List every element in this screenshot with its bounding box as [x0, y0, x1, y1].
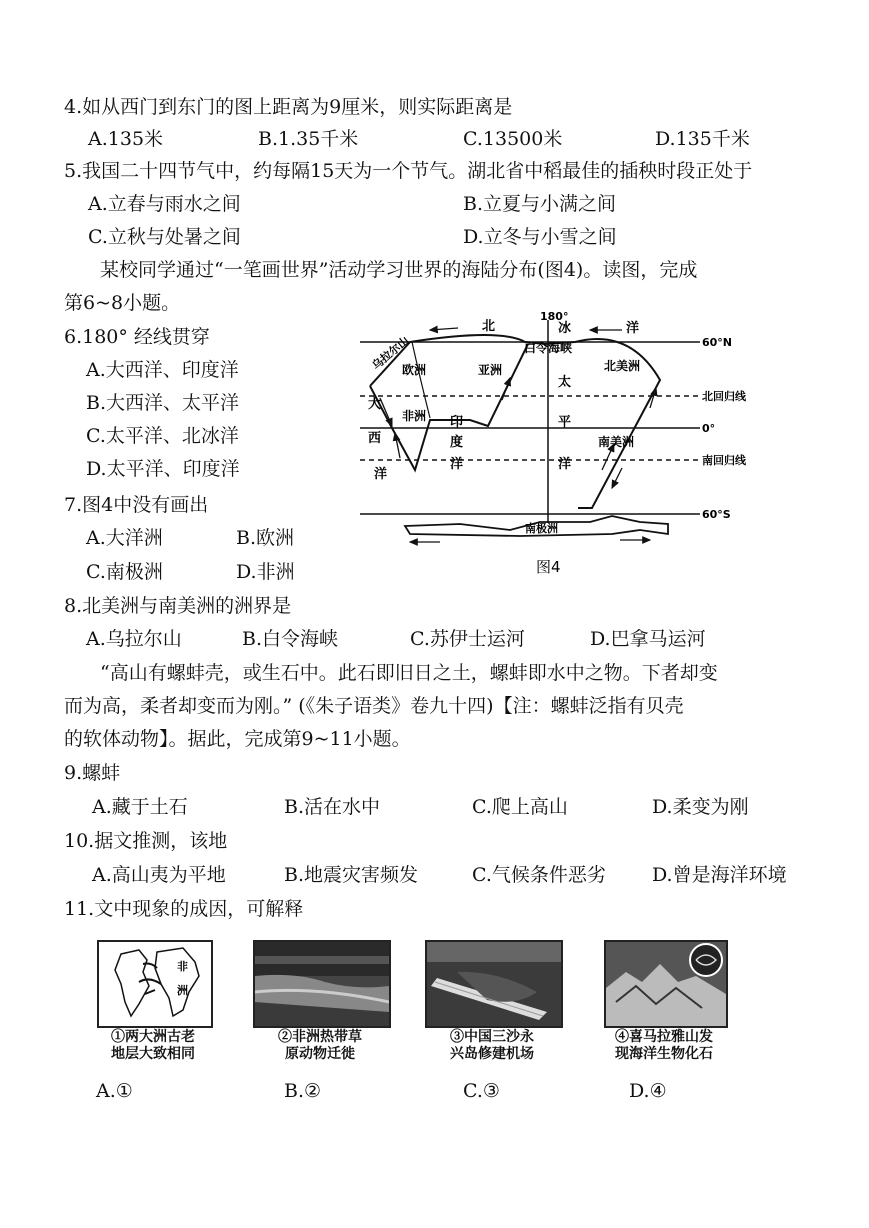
image-4-caption: ④喜马拉雅山发 现海洋生物化石	[615, 1029, 713, 1062]
q8-stem: 8.北美洲与南美洲的洲界是	[64, 595, 292, 617]
q11-option-c[interactable]: C.③	[463, 1080, 500, 1102]
q4-option-b[interactable]: B.1.35千米	[258, 128, 359, 150]
label-indian-3: 洋	[450, 457, 464, 472]
q11-option-a[interactable]: A.①	[96, 1080, 133, 1102]
label-south-america: 南美洲	[598, 435, 635, 449]
q8-option-a[interactable]: A.乌拉尔山	[86, 628, 182, 650]
label-bering: 白令海峡	[524, 341, 573, 355]
q5-option-b[interactable]: B.立夏与小满之间	[463, 193, 617, 215]
figure-4-caption: 图4	[536, 558, 561, 576]
intro-9-11-line3: 的软体动物】。据此，完成第9~11小题。	[64, 728, 411, 750]
intro-9-11-line1: “高山有螺蚌壳，或生石中。此石即旧日之土，螺蚌即水中之物。下者却变	[100, 662, 718, 684]
label-atlantic-2: 西	[368, 431, 382, 446]
q6-option-c[interactable]: C.太平洋、北冰洋	[86, 425, 239, 447]
q11-option-d[interactable]: D.④	[629, 1080, 667, 1102]
label-180: 180°	[540, 310, 569, 323]
q10-option-b[interactable]: B.地震灾害频发	[284, 864, 419, 886]
q9-option-b[interactable]: B.活在水中	[284, 796, 381, 818]
q10-option-c[interactable]: C.气候条件恶劣	[472, 864, 606, 886]
q7-option-c[interactable]: C.南极洲	[86, 561, 163, 583]
q4-option-d[interactable]: D.135千米	[655, 128, 750, 150]
label-arctic-1: 北	[482, 319, 496, 334]
label-north-america: 北美洲	[604, 359, 641, 373]
q9-option-a[interactable]: A.藏于土石	[92, 796, 188, 818]
label-indian-1: 印	[450, 415, 464, 430]
q7-stem: 7.图4中没有画出	[64, 494, 209, 516]
q10-option-d[interactable]: D.曾是海洋环境	[652, 864, 787, 886]
q4-option-c[interactable]: C.13500米	[463, 128, 563, 150]
q5-option-d[interactable]: D.立冬与小雪之间	[463, 226, 617, 248]
label-arctic-2: 冰	[558, 321, 572, 336]
image-3-airport	[425, 940, 563, 1028]
image-1-africa-label-1: 非	[177, 960, 188, 973]
q8-option-c[interactable]: C.苏伊士运河	[410, 628, 525, 650]
label-pacific-1: 太	[558, 375, 572, 390]
q5-stem: 5.我国二十四节气中，约每隔15天为一个节气。湖北省中稻最佳的插秧时段正处于	[64, 160, 753, 182]
label-africa: 非洲	[402, 409, 427, 423]
q6-option-b[interactable]: B.大西洋、太平洋	[86, 392, 240, 414]
image-2-savanna	[253, 940, 391, 1028]
image-1-caption: ①两大洲古老 地层大致相同	[111, 1029, 195, 1062]
label-60s: 60°S	[702, 508, 731, 521]
q7-option-d[interactable]: D.非洲	[236, 561, 295, 583]
image-1-africa-label-2: 洲	[177, 984, 188, 997]
label-indian-2: 度	[450, 435, 464, 450]
label-atlantic-3: 洋	[374, 467, 388, 482]
q6-option-a[interactable]: A.大西洋、印度洋	[86, 359, 239, 381]
stroke-path-eurasia-africa	[370, 344, 528, 470]
q4-option-a[interactable]: A.135米	[88, 128, 164, 150]
q5-option-a[interactable]: A.立春与雨水之间	[88, 193, 241, 215]
label-europe: 欧洲	[402, 363, 427, 377]
q7-option-a[interactable]: A.大洋洲	[86, 527, 163, 549]
label-tropic-s: 南回归线	[702, 454, 746, 467]
q5-option-c[interactable]: C.立秋与处暑之间	[88, 226, 241, 248]
q6-stem: 6.180° 经线贯穿	[64, 326, 210, 348]
intro-6-8-line1: 某校同学通过“一笔画世界”活动学习世界的海陆分布(图4)。读图，完成	[100, 259, 698, 281]
label-ural: 乌拉尔山	[369, 334, 412, 373]
q4-stem: 4.如从西门到东门的图上距离为9厘米，则实际距离是	[64, 96, 513, 118]
label-atlantic-1: 大	[368, 397, 382, 412]
image-2-caption: ②非洲热带草 原动物迁徙	[278, 1029, 362, 1062]
q9-option-c[interactable]: C.爬上高山	[472, 796, 568, 818]
q11-option-b[interactable]: B.②	[284, 1080, 322, 1102]
image-3-caption: ③中国三沙永 兴岛修建机场	[450, 1029, 534, 1062]
figure-4-world-map	[350, 308, 770, 580]
q6-option-d[interactable]: D.太平洋、印度洋	[86, 458, 240, 480]
intro-9-11-line2: 而为高，柔者却变而为刚。” (《朱子语类》卷九十四)【注：螺蚌泛指有贝壳	[64, 695, 684, 717]
q10-stem: 10.据文推测，该地	[64, 830, 228, 852]
q9-option-d[interactable]: D.柔变为刚	[652, 796, 749, 818]
label-pacific-2: 平	[558, 415, 572, 430]
label-60n: 60°N	[702, 336, 733, 349]
label-antarctica: 南极洲	[525, 522, 558, 535]
q8-option-d[interactable]: D.巴拿马运河	[590, 628, 706, 650]
image-1-continents	[97, 940, 213, 1028]
label-pacific-3: 洋	[558, 457, 572, 472]
image-4-himalaya-fossil	[604, 940, 728, 1028]
label-equator: 0°	[702, 422, 716, 435]
q9-stem: 9.螺蚌	[64, 762, 121, 784]
label-arctic-3: 洋	[626, 321, 640, 336]
intro-6-8-line2: 第6~8小题。	[64, 292, 181, 314]
q10-option-a[interactable]: A.高山夷为平地	[92, 864, 226, 886]
q8-option-b[interactable]: B.白令海峡	[242, 628, 339, 650]
label-tropic-n: 北回归线	[702, 390, 746, 403]
label-asia: 亚洲	[478, 363, 503, 377]
q11-stem: 11.文中现象的成因，可解释	[64, 898, 304, 920]
q7-option-b[interactable]: B.欧洲	[236, 527, 295, 549]
